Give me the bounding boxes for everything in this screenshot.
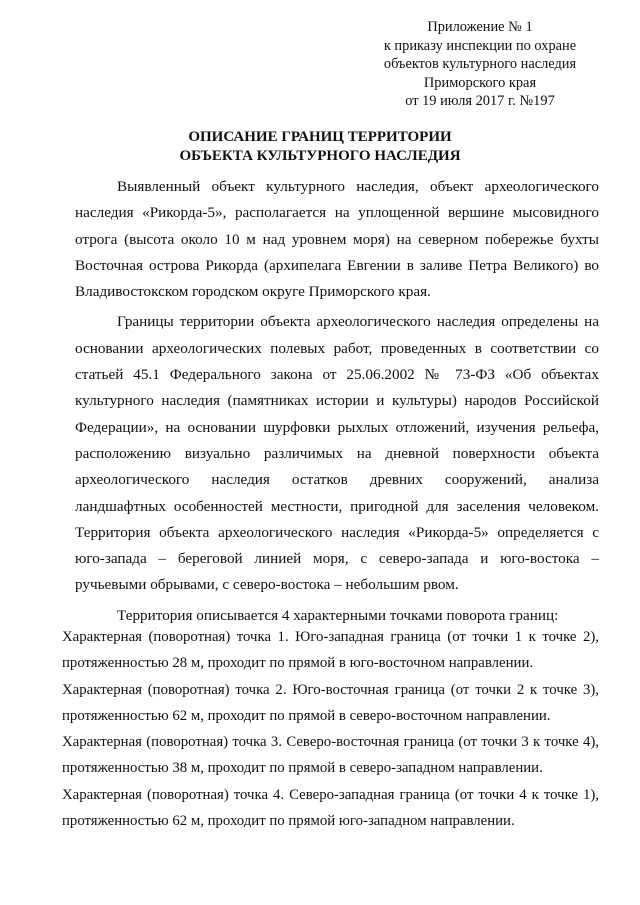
- boundary-point-1: Характерная (поворотная) точка 1. Юго-западная граница (от точки 1 к точке 2), протяженностью 28 м, проходит по прямой в юго-восточном направлении.: [62, 629, 599, 672]
- paragraph-location: Выявленный объект культурного наследия, объект археологического наследия «Рикорда-5», располагается на уплощенной вершине мысовидного отрога (высота около 10 м над уровнем моря) на северном побережье бухты Восточная острова Рикорда (архипелага Евгении в заливе Петра Великого) во Владивостокском городском округе Приморского края.: [75, 178, 599, 301]
- boundary-point-2: Характерная (поворотная) точка 2. Юго-восточная граница (от точки 2 к точке 3), протяженностью 62 м, проходит по прямой в северо-восточном направлении.: [62, 681, 599, 724]
- title-line: ОПИСАНИЕ ГРАНИЦ ТЕРРИТОРИИ: [188, 129, 452, 145]
- boundary-point-4: Характерная (поворотная) точка 4. Северо-западная граница (от точки 4 к точке 1), протяженностью 62 м, проходит по прямой юго-западном направлении.: [62, 786, 599, 830]
- appendix-line: от 19 июля 2017 г. №197: [405, 93, 555, 110]
- appendix-line: к приказу инспекции по охране: [383, 37, 577, 54]
- points-list: [62, 624, 599, 834]
- appendix-line: Приморского края: [423, 74, 537, 91]
- document-title: [0, 128, 640, 166]
- paragraph-points-intro: Территория описывается 4 характерными точками поворота границ:: [117, 606, 559, 624]
- title-line: ОБЪЕКТА КУЛЬТУРНОГО НАСЛЕДИЯ: [179, 148, 461, 164]
- appendix-line: объектов культурного наследия: [383, 56, 577, 73]
- appendix-line: Приложение № 1: [427, 19, 533, 35]
- appendix-header: [355, 18, 605, 111]
- document-body: [75, 174, 599, 629]
- paragraph-boundaries: Границы территории объекта археологического наследия определены на основании археологических полевых работ, проведенных в соответствии со статьей 45.1 Федерального закона от 25.06.2002 № 73-ФЗ «Об объектах культурного наследия (памятниках истории и культуры) народов Российской Федерации», на основании шурфовки рыхлых отложений, изучения рельефа, расположению визуально различимых на дневной поверхности объекта археологического наследия остатков древних сооружений, анализа ландшафтных особенностей местности, пригодной для заселения человеком. Территория объекта археологического наследия «Рикорда-5» определяется с юго-запада – береговой линией моря, с северо-запада и юго-востока – ручьевыми обрывами, с северо-востока – небольшим рвом.: [75, 313, 599, 594]
- boundary-point-3: Характерная (поворотная) точка 3. Северо-восточная граница (от точки 3 к точке 4), протяженностью 38 м, проходит по прямой в северо-западном направлении.: [62, 734, 599, 777]
